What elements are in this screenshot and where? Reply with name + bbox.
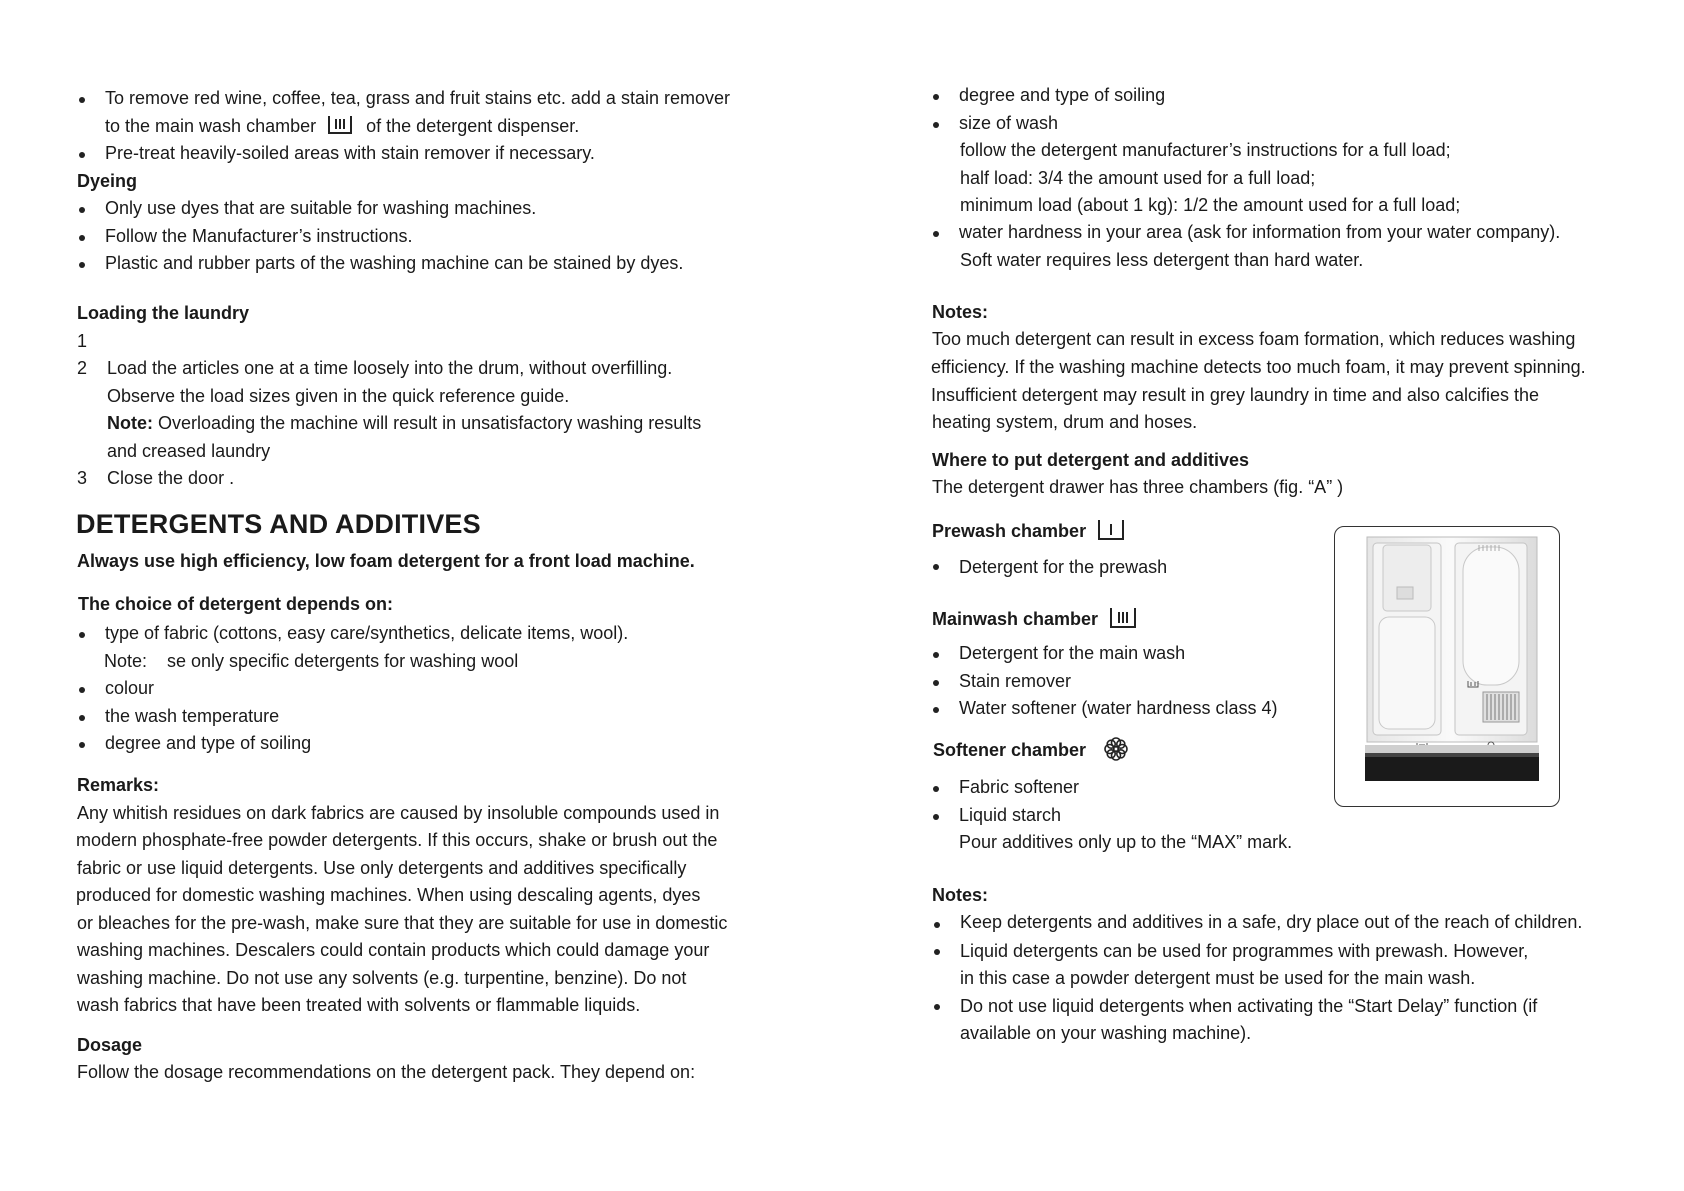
dyeing-item: Plastic and rubber parts of the washing machine can be stained by dyes. xyxy=(105,253,684,273)
loading-heading: Loading the laundry xyxy=(77,303,250,323)
remarks-heading: Remarks: xyxy=(77,775,160,795)
bullet xyxy=(79,715,85,721)
bullet xyxy=(933,122,939,128)
stain-tip-line2 xyxy=(105,115,579,137)
note-label: Note: xyxy=(107,413,153,433)
remarks-line: fabric or use liquid detergents. Use only detergents and additives specifically xyxy=(77,858,687,878)
softener-item: Fabric softener xyxy=(959,777,1080,797)
bullet xyxy=(933,564,939,570)
bullet xyxy=(79,207,85,213)
step3-text: Close the door . xyxy=(107,468,235,488)
bullet xyxy=(933,786,939,792)
bullet xyxy=(933,231,939,237)
detergent-drawer-illustration xyxy=(1335,527,1559,806)
prewash-heading xyxy=(932,520,1125,543)
prewash-symbol-icon xyxy=(1097,519,1125,541)
choice-item: degree and type of soiling xyxy=(105,733,312,753)
notes-heading: Notes: xyxy=(932,302,989,322)
where-heading: Where to put detergent and additives xyxy=(932,450,1250,470)
pretreat-tip: Pre-treat heavily-soiled areas with stain remover if necessary. xyxy=(105,143,595,163)
remarks-line: modern phosphate-free powder detergents. If this occurs, shake or brush out the xyxy=(76,830,718,850)
notes-line: Insufficient detergent may result in grey laundry in time and also calcifies the xyxy=(931,385,1539,405)
notes-item-cont: available on your washing machine). xyxy=(960,1023,1252,1043)
step-number: 3 xyxy=(77,468,88,488)
choice-note: Note: se only specific detergents for washing wool xyxy=(104,651,519,671)
dyeing-item: Follow the Manufacturer’s instructions. xyxy=(105,226,413,246)
step2-line1: Load the articles one at a time loosely into the drum, without overfilling. xyxy=(107,358,673,378)
remarks-line: washing machines. Descalers could contain products which could damage your xyxy=(77,940,710,960)
mainwash-item: Water softener (water hardness class 4) xyxy=(959,698,1278,718)
always-use-statement: Always use high efficiency, low foam detergent for a front load machine. xyxy=(77,551,695,571)
softener-note: Pour additives only up to the “MAX” mark. xyxy=(959,832,1293,852)
bullet xyxy=(934,1004,940,1010)
mainwash-item: Stain remover xyxy=(959,671,1072,691)
prewash-item: Detergent for the prewash xyxy=(959,557,1168,577)
remarks-line: wash fabrics that have been treated with solvents or flammable liquids. xyxy=(77,995,641,1015)
mainwash-heading-text: Mainwash chamber xyxy=(932,609,1099,629)
where-text: The detergent drawer has three chambers (fig. “A” ) xyxy=(932,477,1344,497)
load-size-line: half load: 3/4 the amount used for a full load; xyxy=(960,168,1316,188)
load-size-line: minimum load (about 1 kg): 1/2 the amount used for a full load; xyxy=(960,195,1461,215)
stain-tip-line2a: to the main wash chamber xyxy=(105,116,317,136)
dosage-heading: Dosage xyxy=(77,1035,143,1055)
bullet xyxy=(79,262,85,268)
stain-tip-line2b: of the detergent dispenser. xyxy=(366,116,580,136)
loading-note-line1 xyxy=(107,412,701,434)
loading-note-line2: and creased laundry xyxy=(107,441,271,461)
softener-item: Liquid starch xyxy=(959,805,1062,825)
dependency-item: size of wash xyxy=(959,113,1059,133)
dyeing-heading: Dyeing xyxy=(77,171,138,191)
notes-line: Too much detergent can result in excess foam formation, which reduces washing xyxy=(932,329,1576,349)
dependency-item: degree and type of soiling xyxy=(959,85,1166,105)
choice-item: colour xyxy=(105,678,155,698)
remarks-line: washing machine. Do not use any solvents (e.g. turpentine, benzine). Do not xyxy=(77,968,687,988)
step-number: 2 xyxy=(77,358,88,378)
bullet xyxy=(933,707,939,713)
dependency-item: water hardness in your area (ask for information from your water company). xyxy=(959,222,1561,242)
section-title: DETERGENTS AND ADDITIVES xyxy=(76,509,481,539)
mainwash-heading xyxy=(932,608,1137,631)
bullet xyxy=(79,97,85,103)
remarks-line: produced for domestic washing machines. When using descaling agents, dyes xyxy=(76,885,701,905)
bullet xyxy=(79,742,85,748)
detergent-drawer-figure xyxy=(1334,526,1560,807)
notes-line: heating system, drum and hoses. xyxy=(932,412,1198,432)
prewash-heading-text: Prewash chamber xyxy=(932,521,1087,541)
notes-item: Liquid detergents can be used for programmes with prewash. However, xyxy=(960,941,1529,961)
notes-line: efficiency. If the washing machine detects too much foam, it may prevent spinning. xyxy=(931,357,1586,377)
stain-tip-line1: To remove red wine, coffee, tea, grass and fruit stains etc. add a stain remover xyxy=(105,88,730,108)
load-size-line: follow the detergent manufacturer’s instructions for a full load; xyxy=(960,140,1451,160)
dependency-item-cont: Soft water requires less detergent than hard water. xyxy=(960,250,1364,270)
bullet xyxy=(79,235,85,241)
remarks-line: Any whitish residues on dark fabrics are caused by insoluble compounds used in xyxy=(77,803,720,823)
mainwash-symbol-icon xyxy=(1109,607,1137,629)
notes-item-cont: in this case a powder detergent must be used for the main wash. xyxy=(960,968,1476,988)
bullet xyxy=(79,687,85,693)
dyeing-item: Only use dyes that are suitable for washing machines. xyxy=(105,198,537,218)
bullet xyxy=(933,652,939,658)
bullet xyxy=(933,680,939,686)
softener-heading xyxy=(933,738,1129,764)
choice-heading: The choice of detergent depends on: xyxy=(78,594,394,614)
flower-softener-icon xyxy=(1103,736,1129,762)
bullet xyxy=(934,949,940,955)
remarks-line: or bleaches for the pre-wash, make sure that they are suitable for use in domestic xyxy=(77,913,728,933)
bullet xyxy=(933,94,939,100)
mainwash-item: Detergent for the main wash xyxy=(959,643,1186,663)
dosage-text: Follow the dosage recommendations on the detergent pack. They depend on: xyxy=(77,1062,696,1082)
choice-item: type of fabric (cottons, easy care/synthetics, delicate items, wool). xyxy=(105,623,629,643)
notes-item: Do not use liquid detergents when activating the “Start Delay” function (if xyxy=(960,996,1538,1016)
choice-item: the wash temperature xyxy=(105,706,280,726)
notes-heading: Notes: xyxy=(932,885,989,905)
bullet xyxy=(934,922,940,928)
bullet xyxy=(79,152,85,158)
mainwash-symbol-icon xyxy=(327,115,353,135)
notes-item: Keep detergents and additives in a safe, dry place out of the reach of children. xyxy=(960,912,1583,932)
softener-heading-text: Softener chamber xyxy=(933,739,1087,760)
step-number: 1 xyxy=(77,331,88,351)
step2-line2: Observe the load sizes given in the quick reference guide. xyxy=(107,386,570,406)
note-text: Overloading the machine will result in unsatisfactory washing results xyxy=(158,413,702,433)
bullet xyxy=(933,814,939,820)
bullet xyxy=(79,632,85,638)
